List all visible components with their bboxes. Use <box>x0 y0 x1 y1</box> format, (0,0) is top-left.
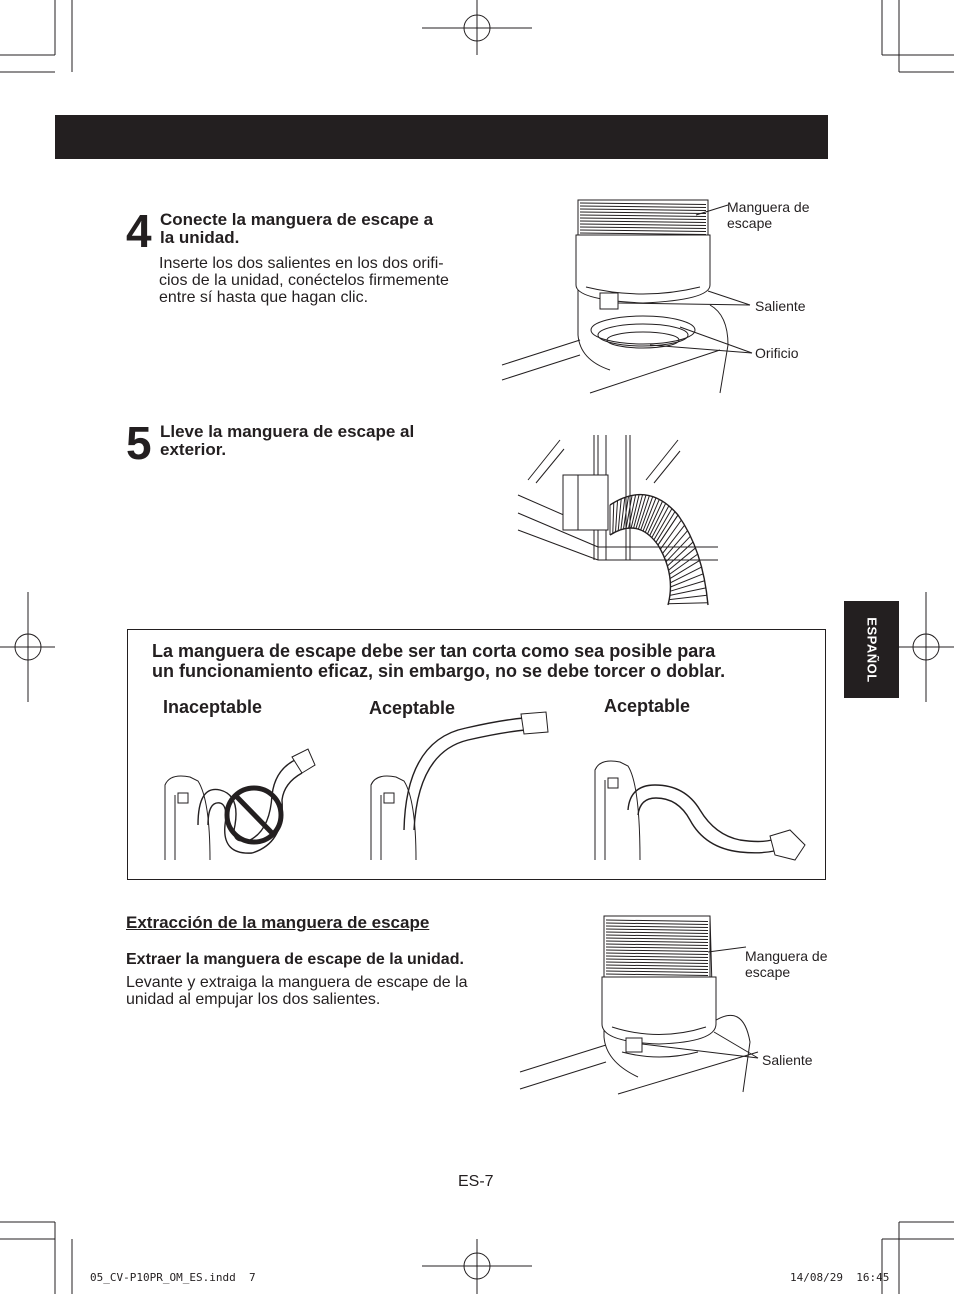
step-4-body: Inserte los dos salientes en los dos orifi- cios de la unidad, conéctelos firmemente entre sí hasta que hagan clic. <box>159 255 449 306</box>
removal-section-title: Extracción de la manguera de escape <box>126 913 430 932</box>
label-acceptable-1: Aceptable <box>369 698 456 718</box>
registration-target-right <box>899 592 954 702</box>
slug-file-name: 05_CV-P10PR_OM_ES.indd 7 <box>90 1271 256 1284</box>
label-acceptable-2: Aceptable <box>604 696 691 716</box>
removal-subtitle: Extraer la manguera de escape de la unidad. <box>126 951 464 968</box>
acceptable-hose-illustration-1 <box>366 710 556 860</box>
step-5-title: Lleve la manguera de escape al exterior. <box>160 422 415 459</box>
callout-tab: Saliente <box>755 298 806 314</box>
removal-callout-tab: Saliente <box>762 1052 813 1068</box>
removal-callout-exhaust-hose: Manguera de escape <box>745 948 828 980</box>
registration-target-top <box>422 0 532 55</box>
window-hose-illustration <box>518 435 718 610</box>
registration-target-bottom <box>422 1239 532 1294</box>
step-4-title: Conecte la manguera de escape a la unidad. <box>160 210 434 247</box>
callout-hole: Orificio <box>755 345 799 361</box>
hose-removal-illustration <box>518 912 798 1097</box>
label-unacceptable: Inaceptable <box>163 697 263 717</box>
page-number: ES-7 <box>458 1173 494 1190</box>
hose-connection-illustration <box>500 195 760 395</box>
acceptable-hose-illustration-2 <box>590 750 820 860</box>
language-tab-label: ESPAÑOL <box>864 616 879 683</box>
note-text: La manguera de escape debe ser tan corta como sea posible para un funcionamiento eficaz, sin embargo, no se debe torcer o doblar. <box>152 641 726 681</box>
callout-exhaust-hose: Manguera de escape <box>727 199 810 231</box>
step-4-number: 4 <box>126 205 150 257</box>
language-tab <box>844 601 899 698</box>
prohibited-icon <box>227 788 281 842</box>
step-5-number: 5 <box>126 417 150 469</box>
slug-timestamp: 14/08/29 16:45 <box>790 1271 890 1284</box>
removal-body: Levante y extraiga la manguera de escape de la unidad al empujar los dos salientes. <box>126 974 468 1008</box>
unacceptable-hose-illustration <box>160 745 330 860</box>
header-bar <box>55 115 828 159</box>
registration-target-left <box>0 592 55 702</box>
